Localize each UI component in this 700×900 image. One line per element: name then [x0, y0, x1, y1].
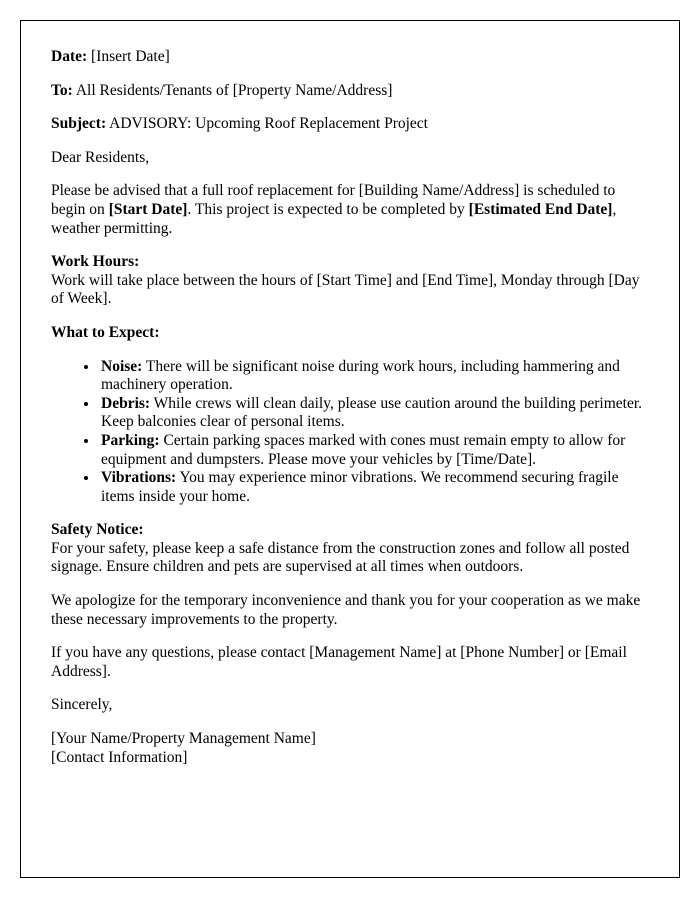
work-hours-heading: Work Hours: — [51, 253, 140, 271]
intro-text-1: Please be advised that a full roof replacement for [Building Name/Address] is scheduled to begin on — [51, 182, 616, 218]
end-date-placeholder: [Estimated End Date] — [468, 200, 613, 218]
to-label: To: — [51, 81, 73, 99]
safety-notice-body: For your safety, please keep a safe distance from the construction zones and follow all posted signage. Ensure children and pets are supervised at all times when outdoors. — [51, 539, 630, 576]
bullet-label-debris: Debris: — [101, 394, 151, 412]
signature-contact: [Contact Information] — [51, 748, 188, 766]
signature-name: [Your Name/Property Management Name] — [51, 730, 316, 748]
date-line — [51, 48, 649, 67]
date-value: [Insert Date] — [87, 48, 170, 65]
bullet-text-noise: There will be significant noise during work hours, including hammering and machinery operation. — [101, 357, 620, 394]
subject-line — [51, 115, 649, 134]
bullet-text-debris: While crews will clean daily, please use caution around the building perimeter. Keep balconies clear of personal items. — [101, 394, 643, 431]
bullet-label-parking: Parking: — [101, 431, 160, 449]
subject-value: ADVISORY: Upcoming Roof Replacement Project — [106, 115, 428, 133]
bullet-label-vibrations: Vibrations: — [101, 469, 177, 487]
intro-text-3: , weather permitting. — [51, 200, 617, 237]
bullet-label-noise: Noise: — [101, 357, 143, 375]
apology-paragraph: We apologize for the temporary inconvenience and thank you for your cooperation as we make these necessary improvements to the property. — [51, 592, 641, 628]
bullet-text-parking: Certain parking spaces marked with cones must remain empty to allow for equipment and dumpsters. Please move your vehicles by [Time/Date]. — [101, 431, 626, 468]
subject-label: Subject: — [51, 115, 107, 133]
safety-notice-heading: Safety Notice: — [51, 521, 144, 539]
list-item — [99, 469, 649, 506]
closing: Sincerely, — [51, 696, 113, 714]
work-hours-body: Work will take place between the hours of [Start Time] and [End Time], Monday through [Day of Week]. — [51, 271, 640, 308]
start-date-placeholder: [Start Date] — [108, 200, 188, 218]
intro-paragraph — [51, 182, 649, 238]
list-item — [99, 395, 649, 432]
bullet-text-vibrations: You may experience minor vibrations. We recommend securing fragile items inside your home. — [101, 469, 619, 505]
to-line — [51, 82, 649, 101]
to-value: All Residents/Tenants of [Property Name/Address] — [72, 81, 393, 99]
what-to-expect-heading: What to Expect: — [51, 323, 160, 341]
letter-page — [20, 20, 680, 878]
contact-paragraph: If you have any questions, please contact [Management Name] at [Phone Number] or [Email Address]. — [51, 644, 627, 680]
signature-block — [51, 730, 649, 767]
list-item — [99, 358, 649, 395]
salutation: Dear Residents, — [51, 148, 150, 166]
list-item — [99, 432, 649, 469]
intro-text-2: . This project is expected to be completed by — [187, 200, 469, 218]
date-label: Date: — [51, 48, 88, 65]
expectations-list — [51, 358, 649, 507]
